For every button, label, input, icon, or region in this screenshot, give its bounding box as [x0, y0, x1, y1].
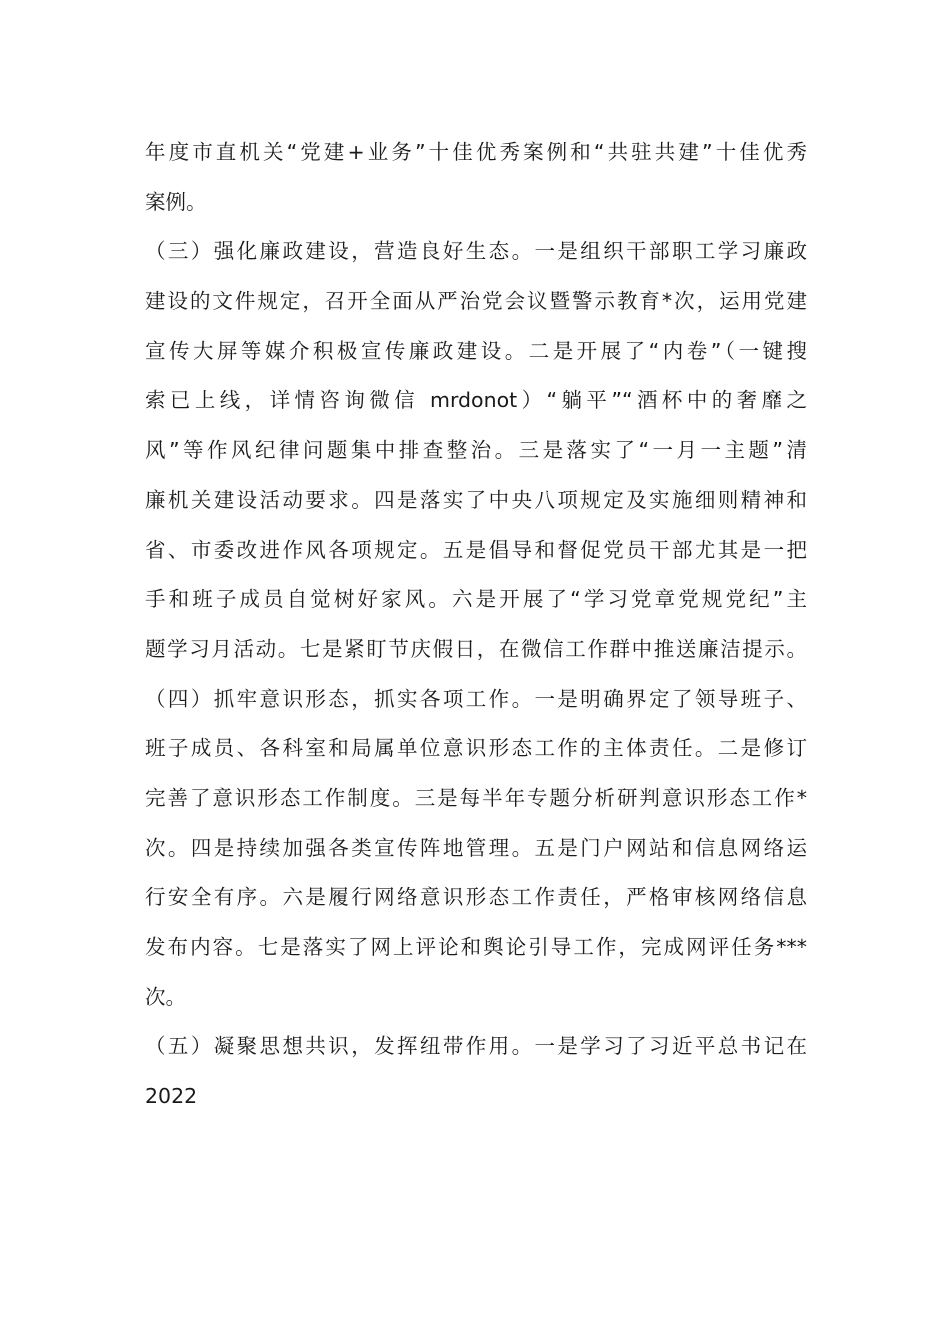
- section-heading-line: （三）强化廉政建设，营造良好生态。一是组织干部职工学习廉政: [145, 239, 807, 264]
- text-line: 次。: [145, 984, 186, 1009]
- text-line: 班子成员、各科室和局属单位意识形态工作的主体责任。二是修订: [145, 736, 807, 761]
- text-line: 手和班子成员自觉树好家风。六是开展了“学习党章党规党纪”主: [145, 587, 807, 612]
- text-line: 风”等作风纪律问题集中排查整治。三是落实了“一月一主题”清: [145, 438, 807, 463]
- text-line: 宣传大屏等媒介积极宣传廉政建设。二是开展了“内卷”（一键搜: [145, 338, 807, 363]
- text-line: 发布内容。七是落实了网上评论和舆论引导工作，完成网评任务***: [145, 935, 807, 959]
- text-line: 行安全有序。六是履行网络意识形态工作责任，严格审核网络信息: [145, 885, 807, 910]
- text-line: 廉机关建设活动要求。四是落实了中央八项规定及实施细则精神和: [145, 487, 807, 512]
- text-line: 案例。: [145, 189, 207, 214]
- text-line: 建设的文件规定，召开全面从严治党会议暨警示教育*次，运用党建: [145, 289, 807, 314]
- text-line: 完善了意识形态工作制度。三是每半年专题分析研判意识形态工作*: [145, 785, 807, 810]
- document-body: [145, 128, 807, 1122]
- section-heading-line: （四）抓牢意识形态，抓实各项工作。一是明确界定了领导班子、: [145, 686, 807, 711]
- text-line: 次。四是持续加强各类宣传阵地管理。五是门户网站和信息网络运: [145, 835, 807, 860]
- section-heading-line: （五）凝聚思想共识，发挥纽带作用。一是学习了习近平总书记在: [145, 1034, 807, 1059]
- text-line: 年度市直机关“党建+业务”十佳优秀案例和“共驻共建”十佳优秀: [145, 140, 807, 164]
- text-line: 省、市委改进作风各项规定。五是倡导和督促党员干部尤其是一把: [145, 537, 807, 562]
- text-line: 2022: [145, 1084, 198, 1109]
- text-line: 题学习月活动。七是紧盯节庆假日，在微信工作群中推送廉洁提示。: [145, 636, 807, 661]
- text-line: 索已上线，详情咨询微信 mrdonot）“躺平”“酒杯中的奢靡之: [145, 388, 807, 413]
